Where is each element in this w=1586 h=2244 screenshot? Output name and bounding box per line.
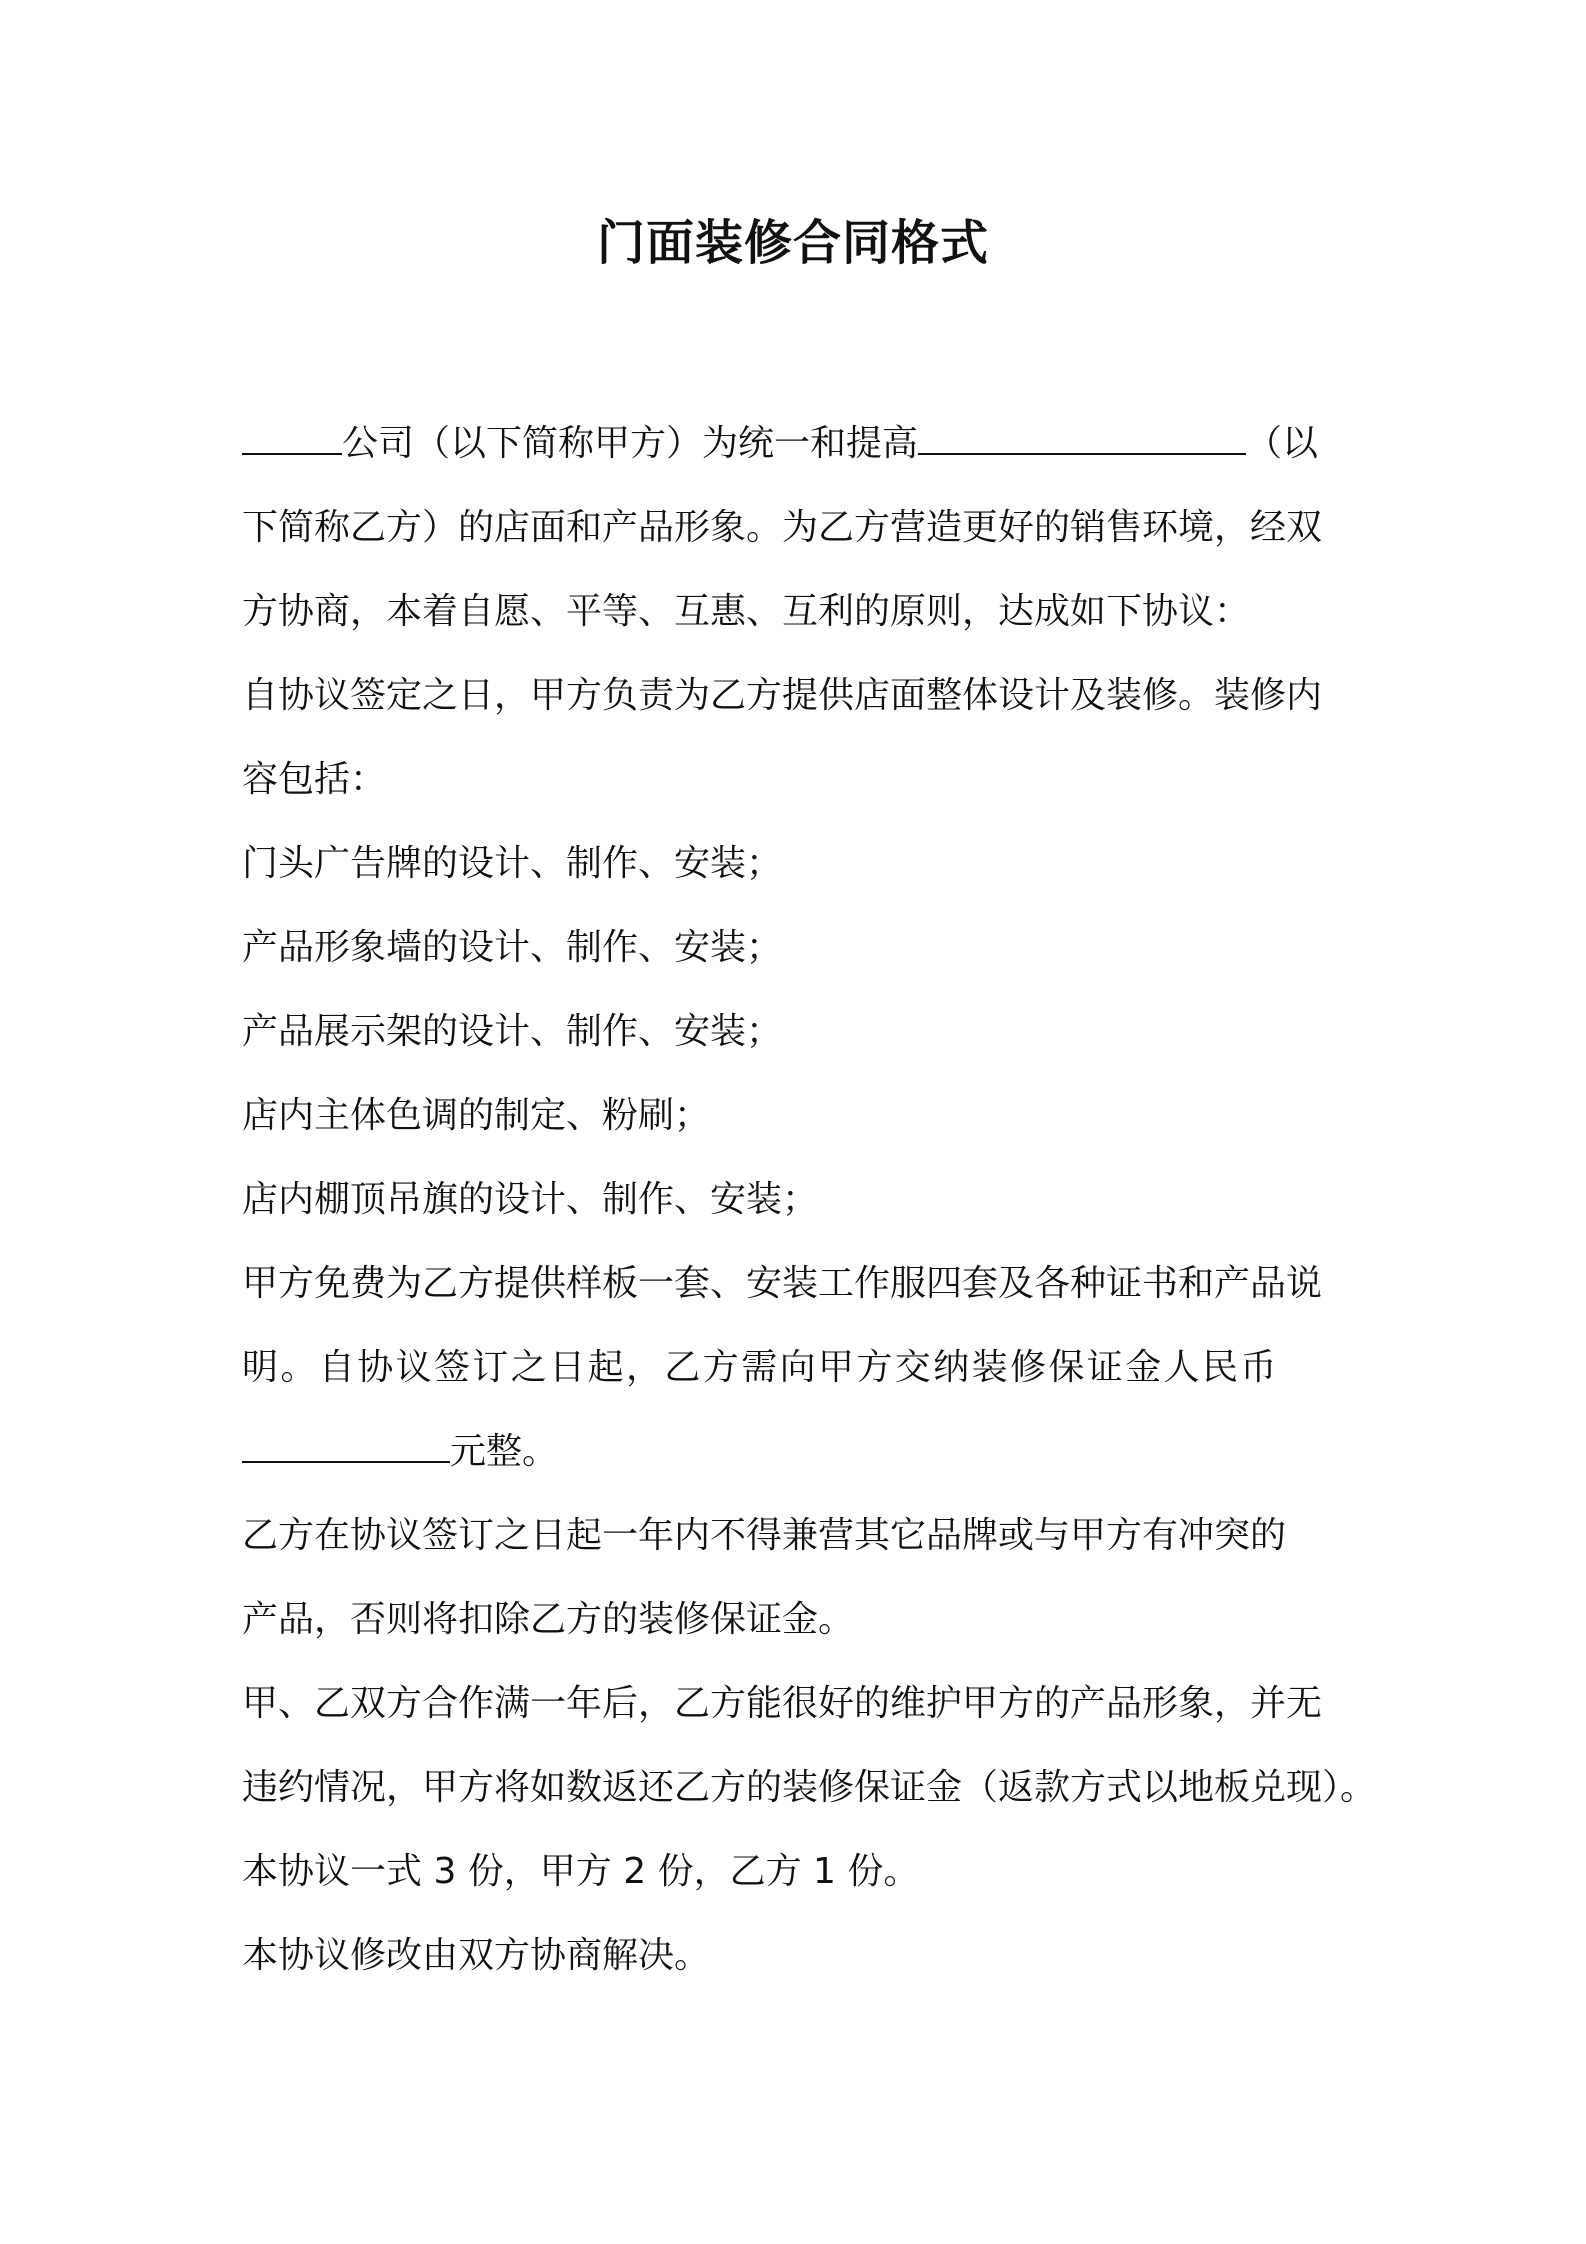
deposit-line-2: 明。自协议签订之日起，乙方需向甲方交纳装修保证金人民币 [242,1347,1279,1388]
scope-item: 门头广告牌的设计、制作、安装； [242,843,783,884]
company-name-blank [242,419,342,455]
refund-line-2: 违约情况，甲方将如数返还乙方的装修保证金（返款方式以地板兑现）。 [242,1767,1377,1808]
document-title: 门面装修合同格式 [596,215,989,271]
restriction-line-1: 乙方在协议签订之日起一年内不得兼营其它品牌或与甲方有冲突的 [242,1515,1287,1556]
scope-item: 店内主体色调的制定、粉刷； [242,1095,711,1136]
deposit-amount-blank [242,1427,450,1463]
intro-line-2: 下简称乙方）的店面和产品形象。为乙方营造更好的销售环境，经双 [242,507,1323,548]
document-body [242,402,1377,1998]
amendment-clause: 本协议修改由双方协商解决。 [242,1935,711,1976]
deposit-line-1: 甲方免费为乙方提供样板一套、安装工作服四套及各种证书和产品说 [242,1263,1323,1304]
scope-line-1: 自协议签定之日，甲方负责为乙方提供店面整体设计及装修。装修内 [242,675,1323,716]
scope-item: 产品形象墙的设计、制作、安装； [242,927,783,968]
refund-line-1: 甲、乙双方合作满一年后，乙方能很好的维护甲方的产品形象，并无 [242,1683,1323,1724]
copies-clause: 本协议一式 3 份，甲方 2 份，乙方 1 份。 [242,1851,920,1892]
deposit-line-3: 元整。 [242,1410,1364,1494]
restriction-line-2: 产品，否则将扣除乙方的装修保证金。 [242,1599,855,1640]
scope-item: 产品展示架的设计、制作、安装； [242,1011,783,1052]
intro-line-3: 方协商，本着自愿、平等、互惠、互利的原则，达成如下协议： [242,591,1251,632]
intro-line-1: 公司（以下简称甲方）为统一和提高 （以 [242,402,1364,486]
party-b-name-blank [918,419,1246,455]
scope-item: 店内棚顶吊旗的设计、制作、安装； [242,1179,819,1220]
scope-line-2: 容包括： [242,759,387,800]
